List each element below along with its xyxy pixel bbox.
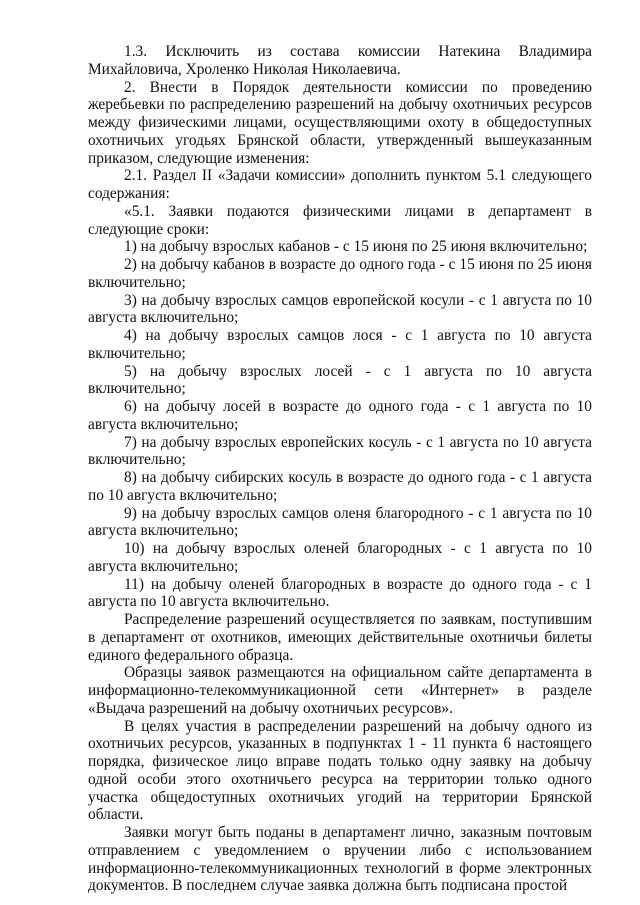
paragraph-participation: В целях участия в распределении разрешений на добычу одного из охотничьих ресурсов, указанных в подпунктах 1 - 11 пункта 6 настоящего порядка, физическое лицо вправе подать только одну заявку на добычу одной особи этого охотничьего ресурса на территории только одного участка общедоступных охотничьих угодий на территории Брянской области. [88, 717, 592, 824]
paragraph-5-1-deadlines: «5.1. Заявки подаются физическими лицами в департамент в следующие сроки: [88, 202, 592, 238]
list-item-11: 11) на добычу оленей благородных в возрасте до одного года - с 1 августа по 10 августа включительно. [88, 575, 592, 611]
list-item-9: 9) на добычу взрослых самцов оленя благородного - с 1 августа по 10 августа включительно; [88, 504, 592, 540]
paragraph-distribution: Распределение разрешений осуществляется по заявкам, поступившим в департамент от охотников, имеющих действительные охотничьи билеты единого федерального образца. [88, 611, 592, 664]
list-item-1: 1) на добычу взрослых кабанов - с 15 июня по 25 июня включительно; [124, 238, 588, 256]
list-item-5: 5) на добычу взрослых лосей - с 1 августа по 10 августа включительно; [88, 362, 592, 398]
paragraph-submission: Заявки могут быть поданы в департамент лично, заказным почтовым отправлением с уведомлением о вручении либо с использованием информационно-телекоммуникационных технологий в форме электронных документов. В последнем случае заявка должна быть подписана простой [88, 824, 592, 895]
list-item-4: 4) на добычу взрослых самцов лося - с 1 августа по 10 августа включительно; [88, 327, 592, 362]
paragraph-1-3-exclusion: 1.3. Исключить из состава комиссии Натекина Владимира Михайловича, Хроленко Николая Николаевича. [88, 43, 592, 78]
paragraph-sample-forms: Образцы заявок размещаются на официальном сайте департамента в информационно-телекоммуникационной сети «Интернет» в разделе «Выдача разрешений на добычу охотничьих ресурсов». [88, 664, 592, 717]
document-page [88, 43, 592, 895]
list-item-8: 8) на добычу сибирских косуль в возрасте до одного года - с 1 августа по 10 августа включительно; [88, 469, 592, 504]
paragraph-2-1-section: 2.1. Раздел II «Задачи комиссии» дополнить пунктом 5.1 следующего содержания: [88, 167, 592, 202]
list-item-3: 3) на добычу взрослых самцов европейской косули - с 1 августа по 10 августа включительно; [88, 291, 592, 327]
list-item-2: 2) на добычу кабанов в возрасте до одного года - с 15 июня по 25 июня включительно; [88, 256, 592, 291]
list-item-7: 7) на добычу взрослых европейских косуль - с 1 августа по 10 августа включительно; [88, 433, 592, 469]
paragraph-2-amendments: 2. Внести в Порядок деятельности комиссии по проведению жеребьевки по распределению разрешений на добычу охотничьих ресурсов между физическими лицами, осуществляющими охоту в общедоступных охотничьих угодьях Брянской области, утвержденный вышеуказанным приказом, следующие изменения: [88, 78, 592, 167]
list-item-10: 10) на добычу взрослых оленей благородных - с 1 августа по 10 августа включительно; [88, 540, 592, 575]
list-item-6: 6) на добычу лосей в возрасте до одного года - с 1 августа по 10 августа включительно; [88, 398, 592, 433]
